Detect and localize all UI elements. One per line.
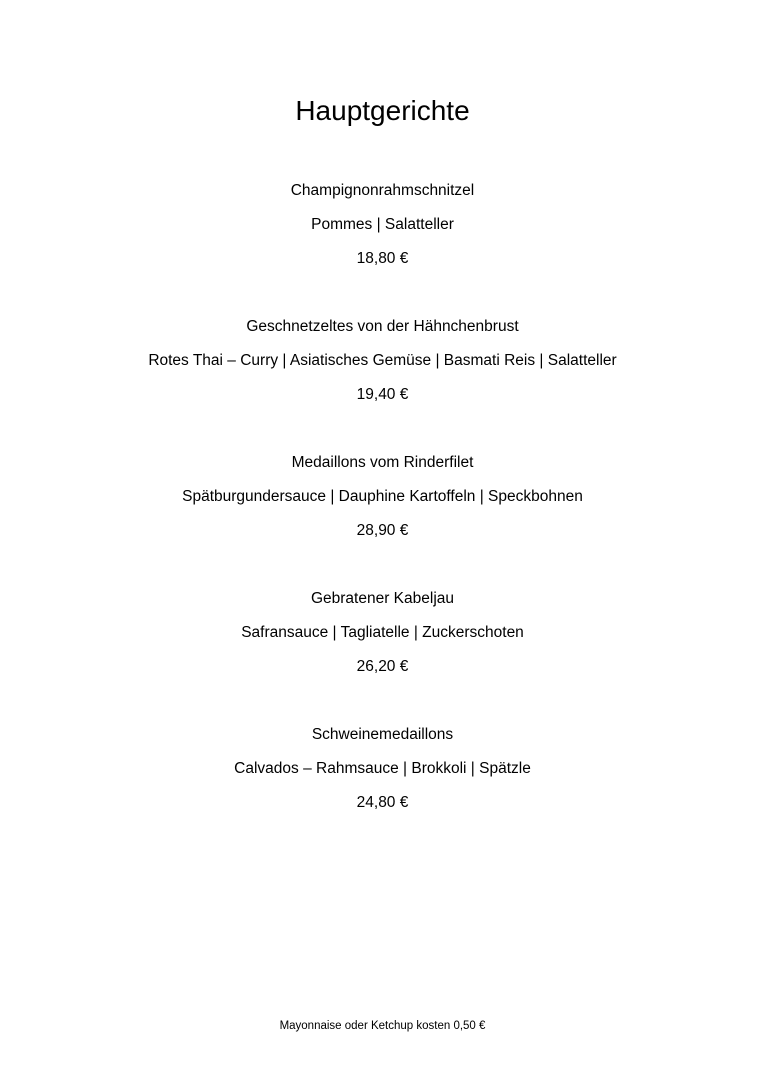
page-title: Hauptgerichte <box>295 95 470 126</box>
dish-name: Schweinemedaillons <box>311 726 454 743</box>
menu-list <box>0 174 765 854</box>
menu-item <box>0 310 765 446</box>
dish-name: Medaillons vom Rinderfilet <box>291 454 474 471</box>
dish-price: 28,90 € <box>356 522 409 539</box>
menu-item <box>0 582 765 718</box>
menu-item <box>0 446 765 582</box>
menu-item <box>0 174 765 310</box>
menu-item <box>0 718 765 854</box>
dish-price: 26,20 € <box>356 658 409 675</box>
dish-name: Champignonrahmschnitzel <box>290 182 475 199</box>
dish-sides: Calvados – Rahmsauce | Brokkoli | Spätzle <box>234 760 531 777</box>
dish-price: 18,80 € <box>356 250 409 267</box>
dish-sides: Rotes Thai – Curry | Asiatisches Gemüse | Basmati Reis | Salatteller <box>148 352 617 369</box>
dish-price: 24,80 € <box>356 794 409 811</box>
dish-sides: Spätburgundersauce | Dauphine Kartoffeln | Speckbohnen <box>182 488 583 505</box>
dish-price: 19,40 € <box>356 386 409 403</box>
dish-name: Geschnetzeltes von der Hähnchenbrust <box>246 318 519 335</box>
footnote: Mayonnaise oder Ketchup kosten 0,50 € <box>279 1020 486 1032</box>
dish-sides: Safransauce | Tagliatelle | Zuckerschoten <box>241 624 524 641</box>
dish-name: Gebratener Kabeljau <box>310 590 455 607</box>
dish-sides: Pommes | Salatteller <box>311 216 454 233</box>
